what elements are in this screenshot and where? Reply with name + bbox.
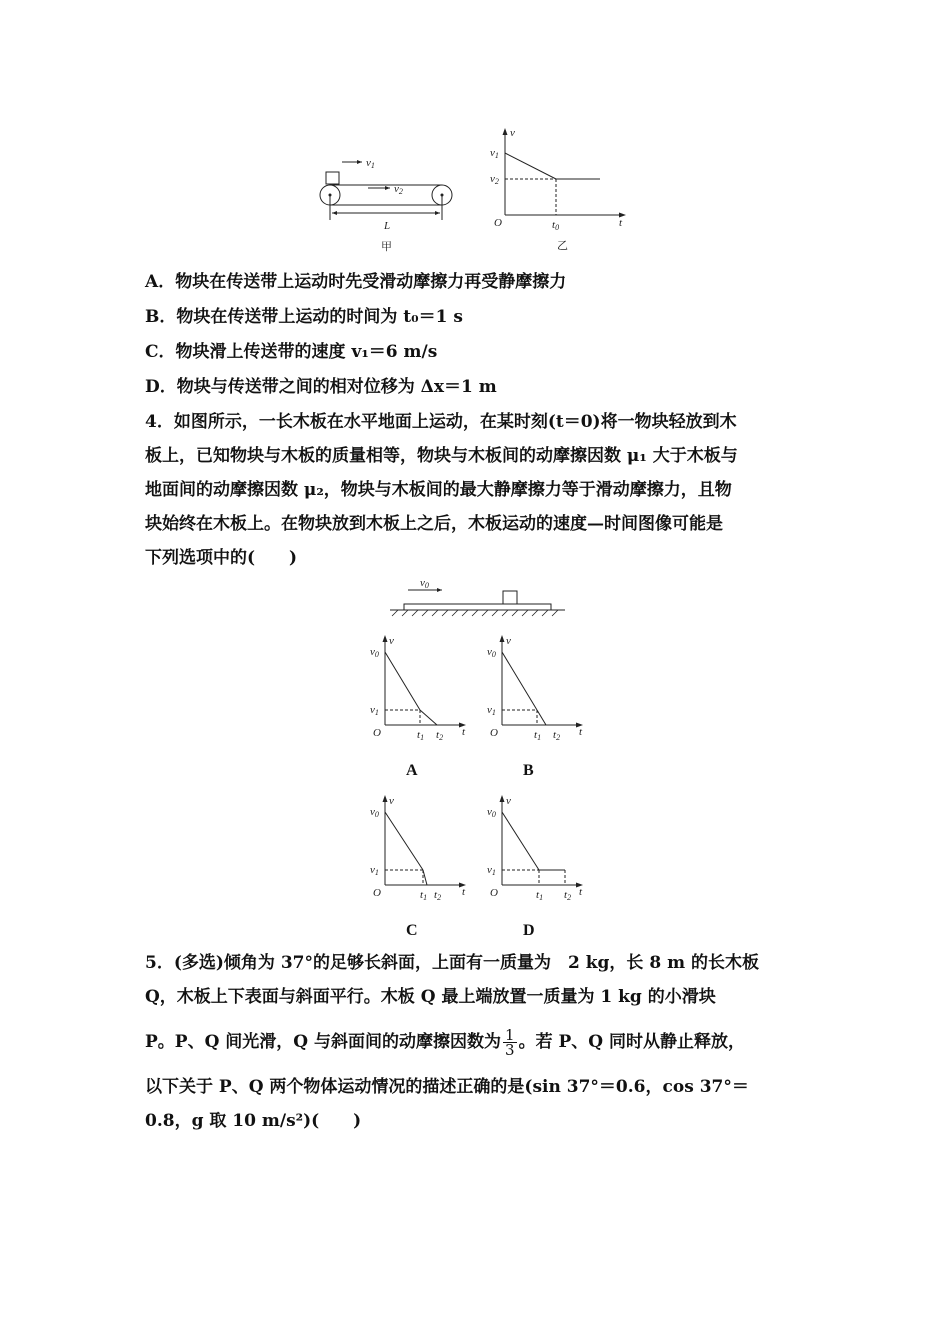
q4-line: 地面间的动摩擦因数 μ₂，物块与木板间的最大静摩擦力等于滑动摩擦力，且物 (145, 480, 732, 500)
q5-line-3-pre: P。P、Q 间光滑，Q 与斜面间的动摩擦因数为 (145, 1032, 502, 1052)
graph-v1-sub: 1 (494, 151, 499, 160)
v1-label: v1 (487, 864, 496, 877)
v1-label: v1 (370, 704, 379, 717)
t2-label: t2 (553, 729, 561, 742)
belt-v1-sub: 1 (370, 161, 375, 170)
velocity-line (385, 652, 420, 710)
t2-label: t2 (434, 889, 442, 902)
t1-label: t1 (536, 889, 544, 902)
axis-v-label: v (389, 795, 394, 807)
q5-line-2: Q，木板上下表面与斜面平行。木板 Q 最上端放置一质量为 1 kg 的小滑块 (145, 987, 716, 1007)
t1-label: t1 (534, 729, 542, 742)
q4-question (145, 405, 810, 575)
q3-option-d: D．物块与传送带之间的相对位移为 Δx＝1 m (145, 377, 497, 397)
svg-text:v1 (490, 147, 499, 160)
t2-label: t2 (436, 729, 444, 742)
velocity-line (502, 812, 539, 870)
figure-caption-jia: 甲 (381, 240, 392, 253)
graph-v2-label: v (490, 173, 495, 185)
v0-label: v0 (487, 806, 496, 819)
conveyor-belt-figure (310, 150, 470, 260)
q5-line-1: 5．(多选)倾角为 37°的足够长斜面，上面有一质量为 2 kg，长 8 m 的长木板 (145, 953, 759, 973)
origin-label: O (490, 887, 498, 899)
axis-t-label: t (579, 886, 583, 898)
option-label: A (406, 762, 418, 779)
q4-graph-a (365, 630, 475, 785)
svg-text:v0 (420, 577, 429, 590)
q4-graph-b (482, 630, 592, 785)
svg-text:v2 (490, 173, 499, 186)
q4-graph-c (365, 790, 475, 940)
origin-label: O (490, 727, 498, 739)
t1-label: t1 (420, 889, 428, 902)
v0-label: v0 (370, 806, 379, 819)
board-v0-sub: 0 (424, 581, 429, 590)
board-v0-label: v (420, 577, 425, 589)
v1-label: v1 (487, 704, 496, 717)
graph-axis-t: t (619, 217, 623, 229)
t2-label: t2 (564, 889, 572, 902)
t1-label: t1 (417, 729, 425, 742)
q5-line-5: 0.8，g 取 10 m/s²)( ) (145, 1111, 362, 1131)
option-label: B (523, 762, 534, 779)
velocity-line (385, 812, 423, 870)
v0-label: v0 (487, 646, 496, 659)
graph-t0-sub: 0 (555, 223, 560, 232)
q4-line: 4．如图所示，一长木板在水平地面上运动，在某时刻(t＝0)将一物块轻放到木 (145, 412, 737, 432)
q3-option-b: B．物块在传送带上运动的时间为 t₀＝1 s (145, 307, 463, 327)
axis-v-label: v (506, 795, 511, 807)
graph-v2-sub: 2 (494, 177, 499, 186)
q3-option-a: A．物块在传送带上运动时先受滑动摩擦力再受静摩擦力 (145, 272, 567, 292)
friction-fraction (503, 1028, 517, 1057)
belt-length-label: L (384, 220, 391, 232)
belt-v1-label: v (366, 157, 371, 169)
axis-t-label: t (579, 726, 583, 738)
q4-board-figure (390, 575, 565, 620)
graph-origin: O (494, 217, 502, 229)
velocity-line (502, 652, 537, 710)
svg-text:t0 (552, 219, 559, 232)
velocity-time-graph-yi (485, 125, 635, 260)
axis-t-label: t (462, 726, 466, 738)
graph-axis-v: v (510, 127, 515, 139)
svg-text:v1 (366, 157, 375, 170)
velocity-line (537, 710, 546, 725)
belt-v2-label: v (394, 183, 399, 195)
graph-t0-label: t (552, 219, 556, 231)
v-axis-arrow (383, 795, 388, 802)
v-axis-arrow (383, 635, 388, 642)
fraction-numerator: 1 (505, 1026, 515, 1044)
velocity-line (420, 710, 437, 725)
axis-v-label: v (506, 635, 511, 647)
axis-v-label: v (389, 635, 394, 647)
v1-label: v1 (370, 864, 379, 877)
origin-label: O (373, 727, 381, 739)
q4-line: 下列选项中的( ) (145, 548, 298, 568)
option-label: D (523, 922, 535, 939)
q3-option-c: C．物块滑上传送带的速度 v₁＝6 m/s (145, 342, 438, 362)
q5-line-4: 以下关于 P、Q 两个物体运动情况的描述正确的是(sin 37°＝0.6，cos 37°＝ (145, 1077, 749, 1097)
graph-v1-label: v (490, 147, 495, 159)
option-label: C (406, 922, 418, 939)
q5-line-3-post: 。若 P、Q 同时从静止释放， (518, 1032, 746, 1052)
belt-v2-sub: 2 (398, 187, 403, 196)
v-axis-arrow (500, 795, 505, 802)
velocity-line (423, 870, 427, 885)
q4-graph-d (482, 790, 592, 940)
q5-line-3 (145, 1022, 810, 1062)
v0-label: v0 (370, 646, 379, 659)
v-axis-arrow (500, 635, 505, 642)
q4-line: 板上，已知物块与木板的质量相等，物块与木板间的动摩擦因数 μ₁ 大于木板与 (145, 446, 738, 466)
fraction-denominator: 3 (505, 1041, 515, 1059)
origin-label: O (373, 887, 381, 899)
axis-t-label: t (462, 886, 466, 898)
q4-line: 块始终在木板上。在物块放到木板上之后，木板运动的速度—时间图像可能是 (145, 514, 723, 534)
figure-caption-yi: 乙 (557, 239, 568, 252)
